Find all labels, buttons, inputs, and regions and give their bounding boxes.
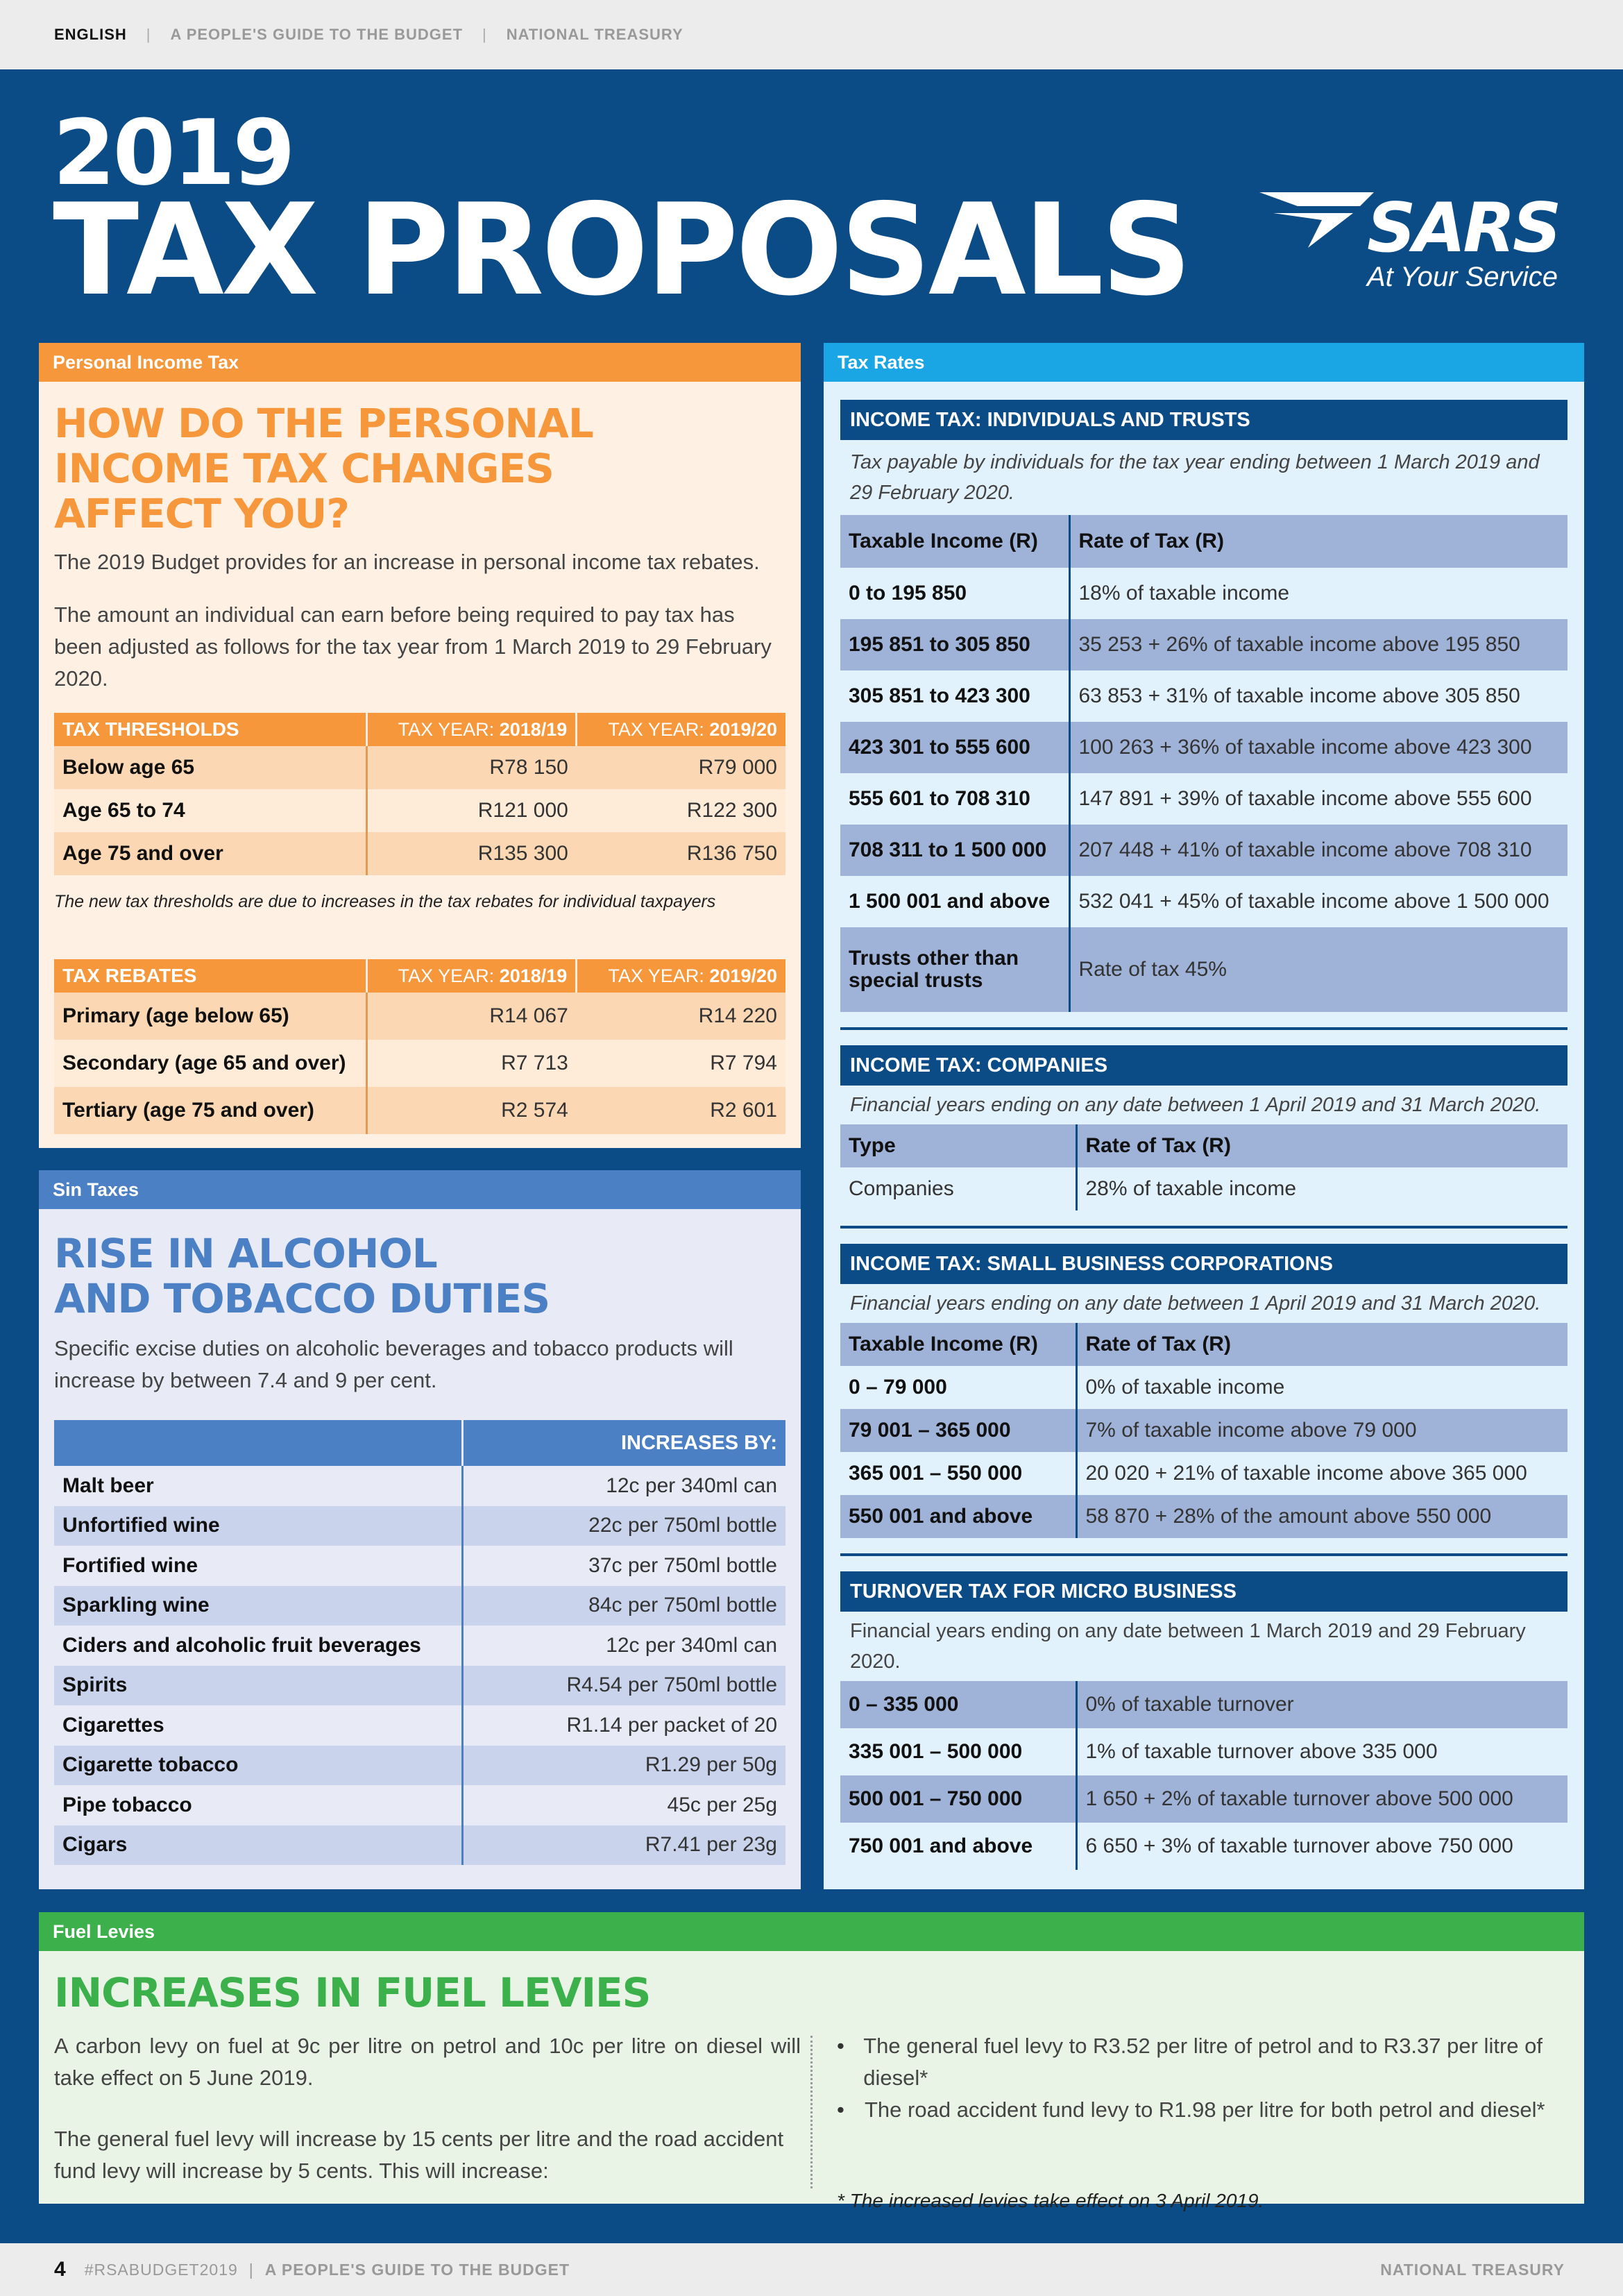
sin-duties-table (54, 1420, 785, 1865)
title-year: 2019 (53, 100, 293, 205)
companies-table (840, 1124, 1567, 1210)
table-row: Fortified wine 37c per 750ml bottle (54, 1546, 785, 1586)
table-row: Unfortified wine 22c per 750ml bottle (54, 1506, 785, 1546)
table-row: Sparkling wine 84c per 750ml bottle (54, 1586, 785, 1626)
table-row: 1 500 001 and above 532 041 + 45% of taxable income above 1 500 000 (840, 876, 1567, 927)
guide-label: A PEOPLE'S GUIDE TO THE BUDGET (264, 2260, 570, 2279)
table-row: 79 001 – 365 000 7% of taxable income above 79 000 (840, 1409, 1567, 1452)
table-row: Tertiary (age 75 and over) R2 574 R2 601 (54, 1087, 785, 1134)
table-row: Primary (age below 65) R14 067 R14 220 (54, 993, 785, 1040)
table-row: 550 001 and above 58 870 + 28% of the amount above 550 000 (840, 1495, 1567, 1538)
carbon-levy-paragraph: A carbon levy on fuel at 9c per litre on petrol and 10c per litre on diesel will take effect on 5 June 2019. (54, 2034, 801, 2090)
levy-note: * The increased levies take effect on 3 April 2019. (837, 2190, 1264, 2211)
separator: | (482, 26, 487, 43)
section-heading: INCREASES IN FUEL LEVIES (54, 1969, 651, 2016)
table-row: 708 311 to 1 500 000 207 448 + 41% of taxable income above 708 310 (840, 825, 1567, 876)
sin-taxes-panel (39, 1170, 801, 1889)
sin-paragraph: Specific excise duties on alcoholic beverages and tobacco products will increase by between 7.4 and 9 per cent. (54, 1336, 733, 1392)
tax-thresholds-table (54, 713, 785, 875)
treasury-label: NATIONAL TREASURY (506, 26, 683, 43)
section-heading: RISE IN ALCOHOL AND TOBACCO DUTIES (54, 1230, 550, 1322)
list-item: • The road accident fund levy to R1.98 per litre for both petrol and diesel* (837, 2097, 1545, 2122)
table-row: Companies 28% of taxable income (840, 1167, 1567, 1210)
title-main: TAX PROPOSALS (53, 176, 1189, 323)
table-row: Secondary (age 65 and over) R7 713 R7 794 (54, 1040, 785, 1087)
table-header: TAX THRESHOLDS TAX YEAR: 2018/19 TAX YEAR: 2019/20 (54, 713, 785, 746)
companies-desc: Financial years ending on any date between 1 April 2019 and 31 March 2020. (850, 1094, 1541, 1116)
separator: | (248, 2260, 254, 2279)
table-row: Cigars R7.41 per 23g (54, 1825, 785, 1866)
table-header: TAX REBATES TAX YEAR: 2018/19 TAX YEAR: 2019/20 (54, 959, 785, 993)
list-item: • The general fuel levy to R3.52 per litre of petrol and to R3.37 per litre of diesel* (837, 2034, 1543, 2090)
table-row: Below age 65 R78 150 R79 000 (54, 746, 785, 789)
sbc-table (840, 1323, 1567, 1538)
threshold-paragraph: The amount an individual can earn before being required to pay tax has been adjusted as follows for the tax year from 1 March 2019 to 29 February 2020. (54, 602, 772, 691)
panel-tag: Sin Taxes (39, 1170, 801, 1209)
treasury-label: NATIONAL TREASURY (1380, 2260, 1565, 2279)
table-row: Cigarettes R1.14 per packet of 20 (54, 1705, 785, 1746)
table-row: Malt beer 12c per 340ml can (54, 1466, 785, 1506)
separator: | (146, 26, 151, 43)
sbc-title: INCOME TAX: SMALL BUSINESS CORPORATIONS (840, 1244, 1567, 1284)
divider (810, 2036, 813, 2188)
sars-name: SARS (1367, 189, 1559, 268)
fuel-levy-paragraph: The general fuel levy will increase by 15 cents per litre and the road accident fund levy will increase by 5 cents. This will increase: (54, 2127, 784, 2183)
table-row: Age 75 and over R135 300 R136 750 (54, 832, 785, 875)
top-bar (0, 0, 1623, 69)
panel-tag: Fuel Levies (39, 1912, 1584, 1951)
hashtag: #RSABUDGET2019 (84, 2260, 238, 2279)
table-header: Type Rate of Tax (R) (840, 1124, 1567, 1167)
table-row: Spirits R4.54 per 750ml bottle (54, 1666, 785, 1706)
table-row: Age 65 to 74 R121 000 R122 300 (54, 789, 785, 832)
table-row: 555 601 to 708 310 147 891 + 39% of taxable income above 555 600 (840, 773, 1567, 825)
panel-tag: Tax Rates (824, 343, 1584, 382)
table-header: Taxable Income (R) Rate of Tax (R) (840, 1323, 1567, 1366)
guide-label: A PEOPLE'S GUIDE TO THE BUDGET (170, 26, 464, 43)
threshold-note: The new tax thresholds are due to increases in the tax rebates for individual taxpayers (54, 892, 716, 911)
micro-desc: Financial years ending on any date between 1 March 2019 and 29 February 2020. (850, 1620, 1526, 1673)
section-heading: HOW DO THE PERSONAL INCOME TAX CHANGES AFFECT YOU? (54, 400, 593, 537)
table-row: 0 to 195 850 18% of taxable income (840, 568, 1567, 619)
table-row: Pipe tobacco 45c per 25g (54, 1785, 785, 1825)
footer (0, 2243, 1623, 2296)
table-row: 423 301 to 555 600 100 263 + 36% of taxable income above 423 300 (840, 722, 1567, 773)
table-header: Taxable Income (R) Rate of Tax (R) (840, 515, 1567, 568)
micro-table (840, 1681, 1567, 1870)
table-row: 365 001 – 550 000 20 020 + 21% of taxable income above 365 000 (840, 1452, 1567, 1495)
table-row: Cigarette tobacco R1.29 per 50g (54, 1746, 785, 1786)
page-number: 4 (54, 2258, 67, 2281)
panel-tag: Personal Income Tax (39, 343, 801, 382)
table-row: 750 001 and above 6 650 + 3% of taxable turnover above 750 000 (840, 1823, 1567, 1870)
table-row: Trusts other than special trusts Rate of tax 45% (840, 927, 1567, 1012)
divider (840, 1226, 1567, 1229)
divider (840, 1027, 1567, 1030)
sars-logo (1256, 189, 1575, 300)
fuel-levies-panel (39, 1912, 1584, 2211)
divider (840, 1553, 1567, 1556)
personal-income-tax-panel (39, 343, 801, 1148)
individuals-table (840, 515, 1567, 1012)
individuals-desc: Tax payable by individuals for the tax year ending between 1 March 2019 and 29 February 2020. (850, 451, 1540, 504)
table-row: 335 001 – 500 000 1% of taxable turnover above 335 000 (840, 1728, 1567, 1775)
table-row: 0 – 79 000 0% of taxable income (840, 1366, 1567, 1409)
table-row: 500 001 – 750 000 1 650 + 2% of taxable turnover above 500 000 (840, 1775, 1567, 1823)
sars-tagline: At Your Service (1367, 262, 1558, 292)
companies-title: INCOME TAX: COMPANIES (840, 1045, 1567, 1086)
micro-title: TURNOVER TAX FOR MICRO BUSINESS (840, 1571, 1567, 1612)
table-row: Ciders and alcoholic fruit beverages 12c per 340ml can (54, 1626, 785, 1666)
language-label: ENGLISH (54, 26, 127, 43)
sbc-desc: Financial years ending on any date between 1 April 2019 and 31 March 2020. (850, 1292, 1541, 1315)
individuals-title: INCOME TAX: INDIVIDUALS AND TRUSTS (840, 400, 1567, 440)
table-row: 195 851 to 305 850 35 253 + 26% of taxable income above 195 850 (840, 619, 1567, 670)
table-header: INCREASES BY: (54, 1420, 785, 1466)
tax-rebates-table (54, 959, 785, 1134)
intro-paragraph: The 2019 Budget provides for an increase in personal income tax rebates. (54, 550, 760, 574)
table-row: 0 – 335 000 0% of taxable turnover (840, 1681, 1567, 1728)
tax-rates-panel (824, 343, 1584, 1889)
table-row: 305 851 to 423 300 63 853 + 31% of taxable income above 305 850 (840, 670, 1567, 722)
swoosh-icon (1256, 189, 1381, 251)
